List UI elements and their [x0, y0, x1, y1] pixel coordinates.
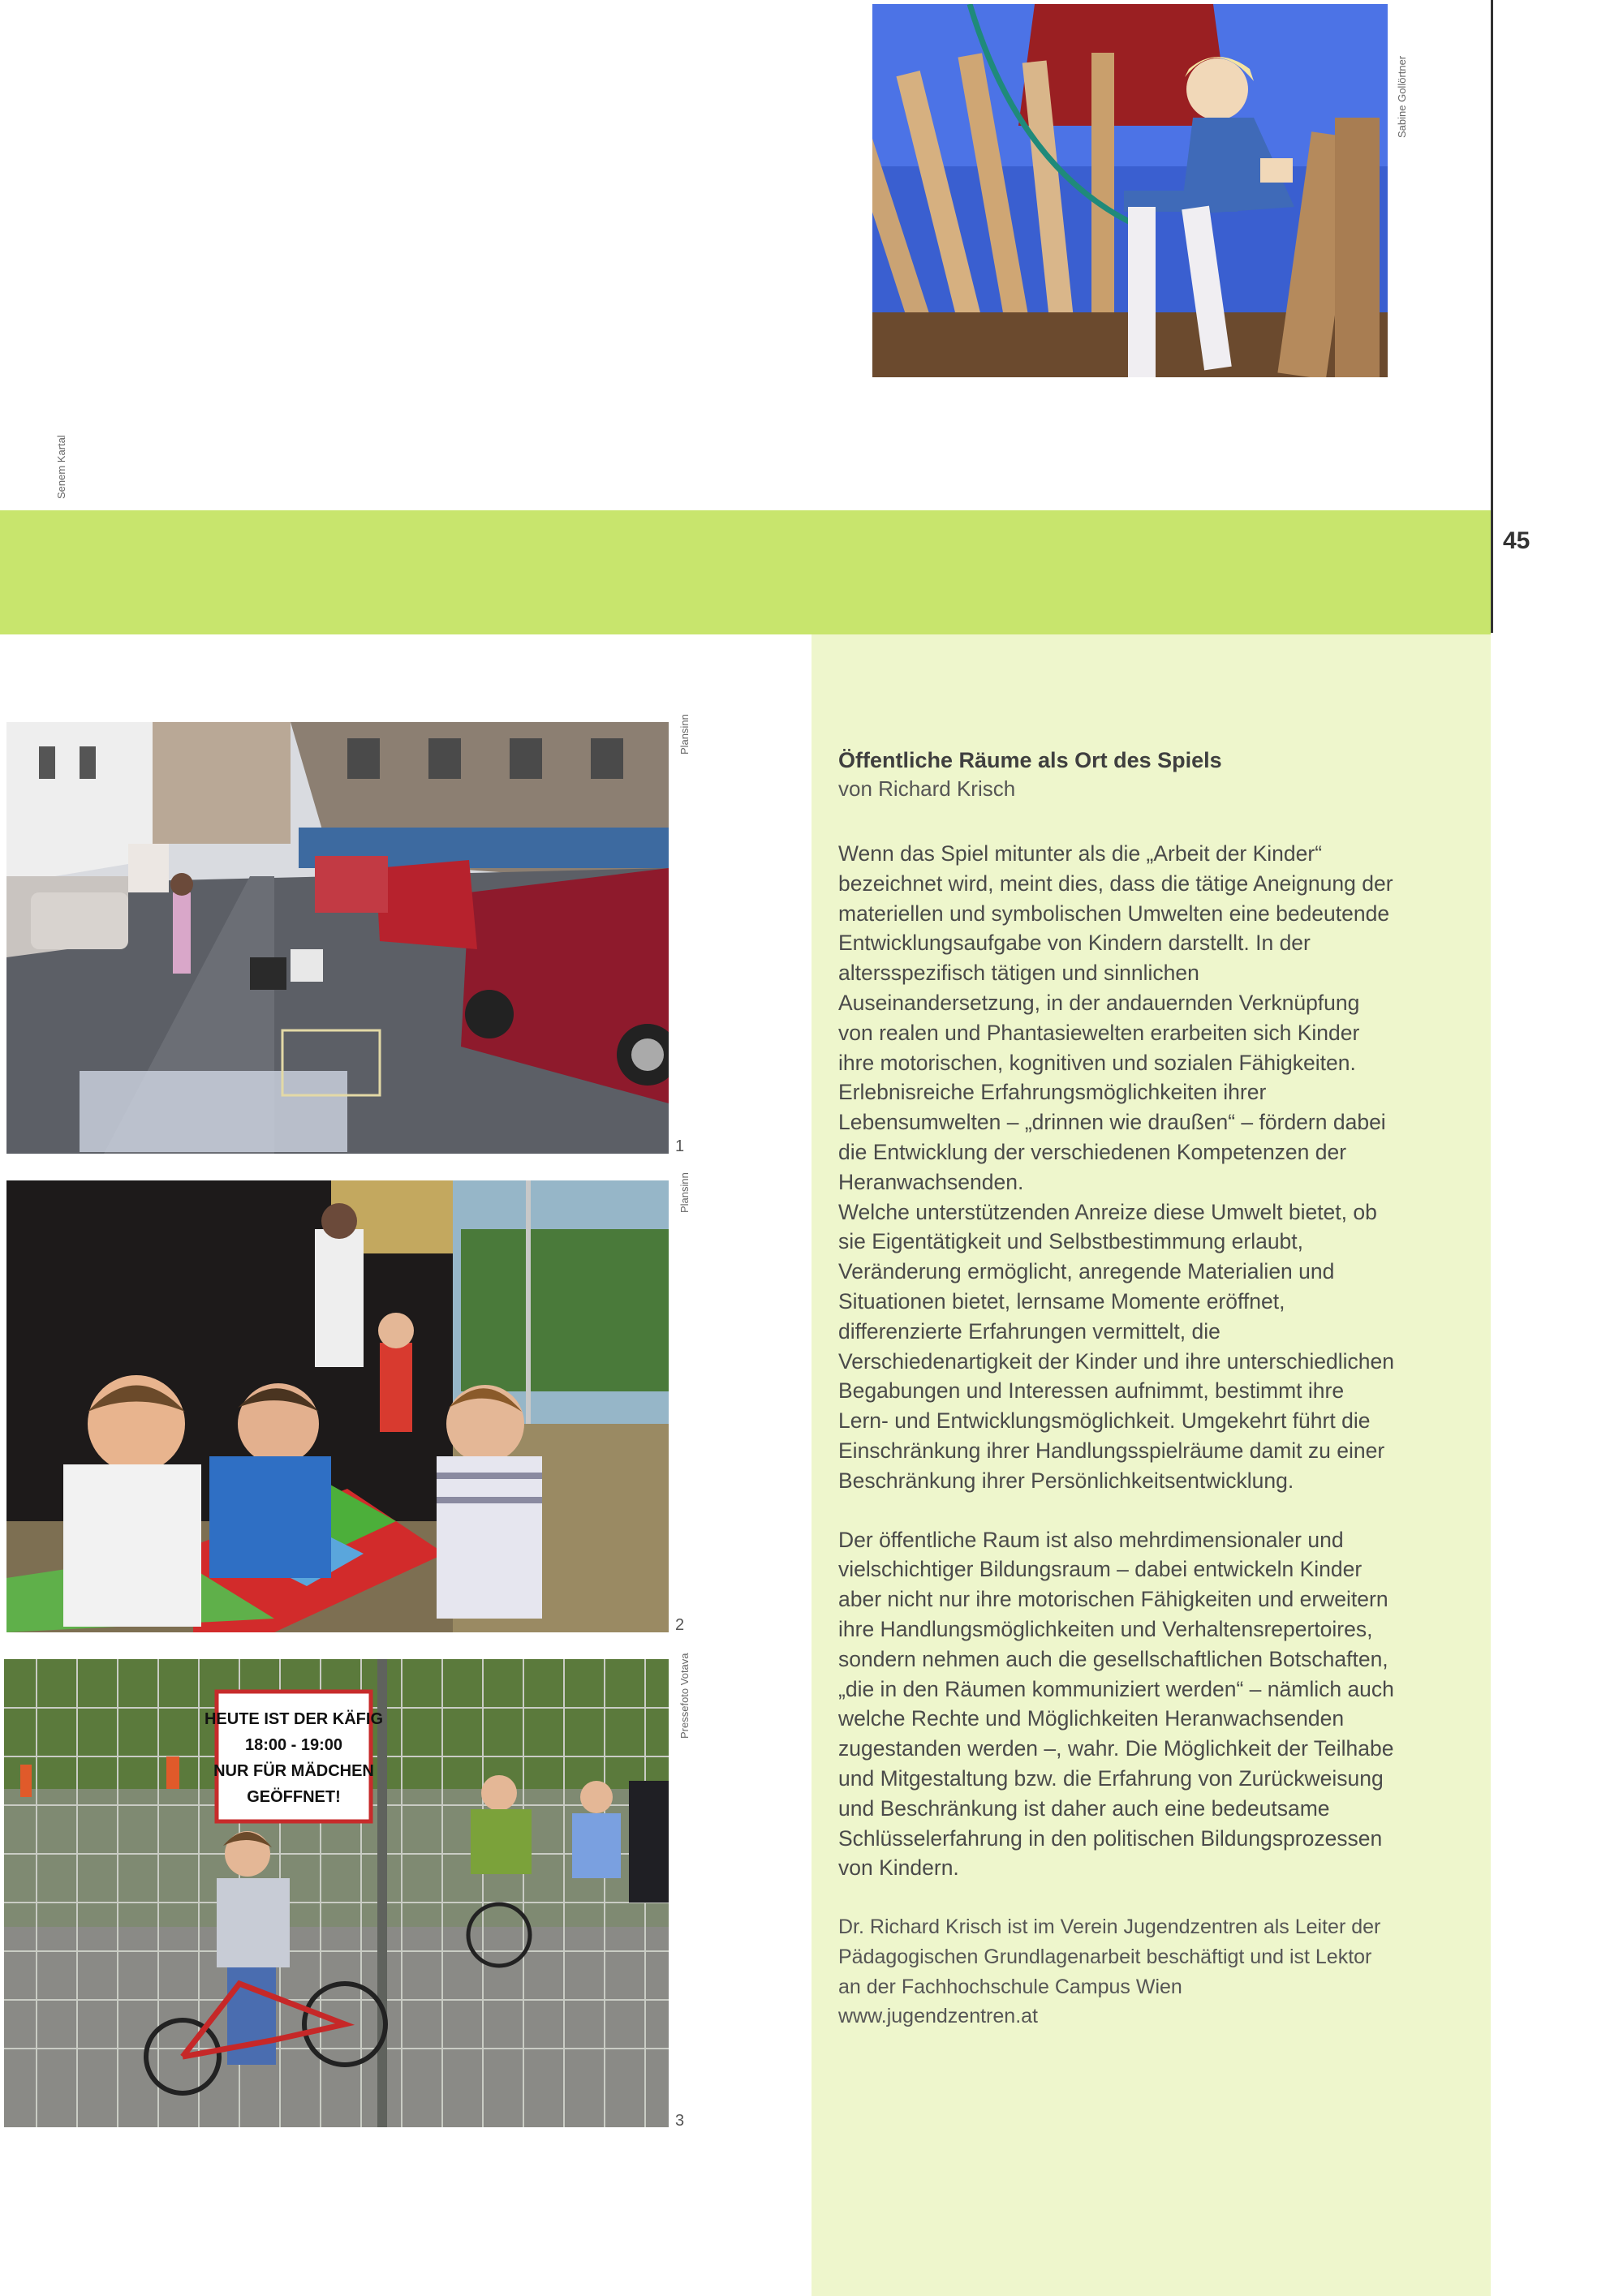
photo-girl-climbing: [872, 4, 1388, 377]
figure-number-3: 3: [675, 2112, 685, 2130]
green-band-right: [812, 510, 1491, 634]
photo-street-hopscotch: [6, 722, 669, 1154]
page-number: 45: [1503, 527, 1530, 554]
paragraph-3: Der öffentliche Raum ist also mehrdimensionaler und vielschichtiger Bildungsraum – dabei entwickeln Kinder aber nicht nur ihre motorischen Fähigkeiten und erweitern ihre Handlungsmöglichkeiten und Verhaltensrepertoires, sondern nehmen auch die gesellschaftlichen Botschaften, „die in den Räumen kommuniziert werden“ – nämlich auch welche Rechte und Möglichkeiten Heranwachsenden zugestanden werden –, wahr. Die Möglichkeit der Teilhabe und Mitgestaltung bzw. die Erfahrung von Zurückweisung und Beschränkung ist daher auch eine bedeutsame Schlüsselerfahrung in den politischen Bildungsprozessen von Kindern.: [838, 1527, 1394, 1881]
credit-top-photo: Sabine Gollörtner: [1396, 55, 1408, 138]
paragraph-spacer: [838, 1496, 1398, 1525]
figure-number-1: 1: [675, 1137, 685, 1155]
author-bio-text: Dr. Richard Krisch ist im Verein Jugendzentren als Leiter der Pädagogischen Grundlagenarbeit beschäftigt und ist Lektor an der Fachhochschule Campus Wien: [838, 1915, 1381, 1998]
author-bio: [838, 1912, 1398, 2032]
paragraph-1: Wenn das Spiel mitunter als die „Arbeit der Kinder“ bezeichnet wird, meint dies, dass die tätige Aneignung der materiellen und symbolischen Umwelten eine bedeutende Entwicklungsaufgabe von Kindern darstellt. In der altersspezifisch tätigen und sinnlichen Auseinandersetzung, in der andauernden Verknüpfung von realen und Phantasiewelten erarbeiten sich Kinder ihre motorischen, kognitiven und sozialen Fähigkeiten. Erlebnisreiche Erfahrungsmöglichkeiten ihrer Lebensumwelten – „drinnen wie draußen“ – fördern dabei die Entwicklung der verschiedenen Kompetenzen der Heranwachsenden.: [838, 841, 1393, 1194]
credit-photo-2: Plansinn: [678, 1172, 691, 1213]
article: [838, 748, 1398, 2032]
photo-children-model: [6, 1180, 669, 1632]
author-website-link[interactable]: www.jugendzentren.at: [838, 2005, 1038, 2028]
credit-photo-3: Pressefoto Votava: [678, 1653, 691, 1739]
figure-number-2: 2: [675, 1616, 685, 1634]
sign-line-4: GEÖFFNET!: [247, 1788, 341, 1806]
paragraph-2: Welche unterstützenden Anreize diese Umwelt bietet, ob sie Eigentätigkeit und Selbstbestimmung erlaubt, Veränderung ermöglicht, anregende Materialien und Situationen bietet, lernsame Momente eröffnet, differenzierte Erfahrungen vermittelt, die Verschiedenartigkeit der Kinder und ihre unterschiedlichen Begabungen und Interessen aufnimmt, bestimmt ihre Lern- und Entwicklungsmöglichkeit. Umgekehrt führt die Einschränkung ihrer Handlungsspielräume damit zu einer Beschränkung ihrer Persönlichkeitsentwicklung.: [838, 1199, 1395, 1493]
sign-line-1: HEUTE IST DER KÄFIG: [204, 1710, 384, 1728]
credit-left-margin: Senem Kartal: [55, 435, 67, 499]
credit-photo-1: Plansinn: [678, 714, 691, 755]
sign-line-2: 18:00 - 19:00: [244, 1736, 343, 1754]
article-author: von Richard Krisch: [838, 776, 1016, 801]
green-band-left: [0, 510, 812, 634]
sign-line-3: NUR FÜR MÄDCHEN: [213, 1762, 374, 1780]
article-title: Öffentliche Räume als Ort des Spiels: [838, 748, 1222, 772]
vertical-rule: [1491, 0, 1493, 633]
photo-cage-bikes: [4, 1659, 669, 2127]
